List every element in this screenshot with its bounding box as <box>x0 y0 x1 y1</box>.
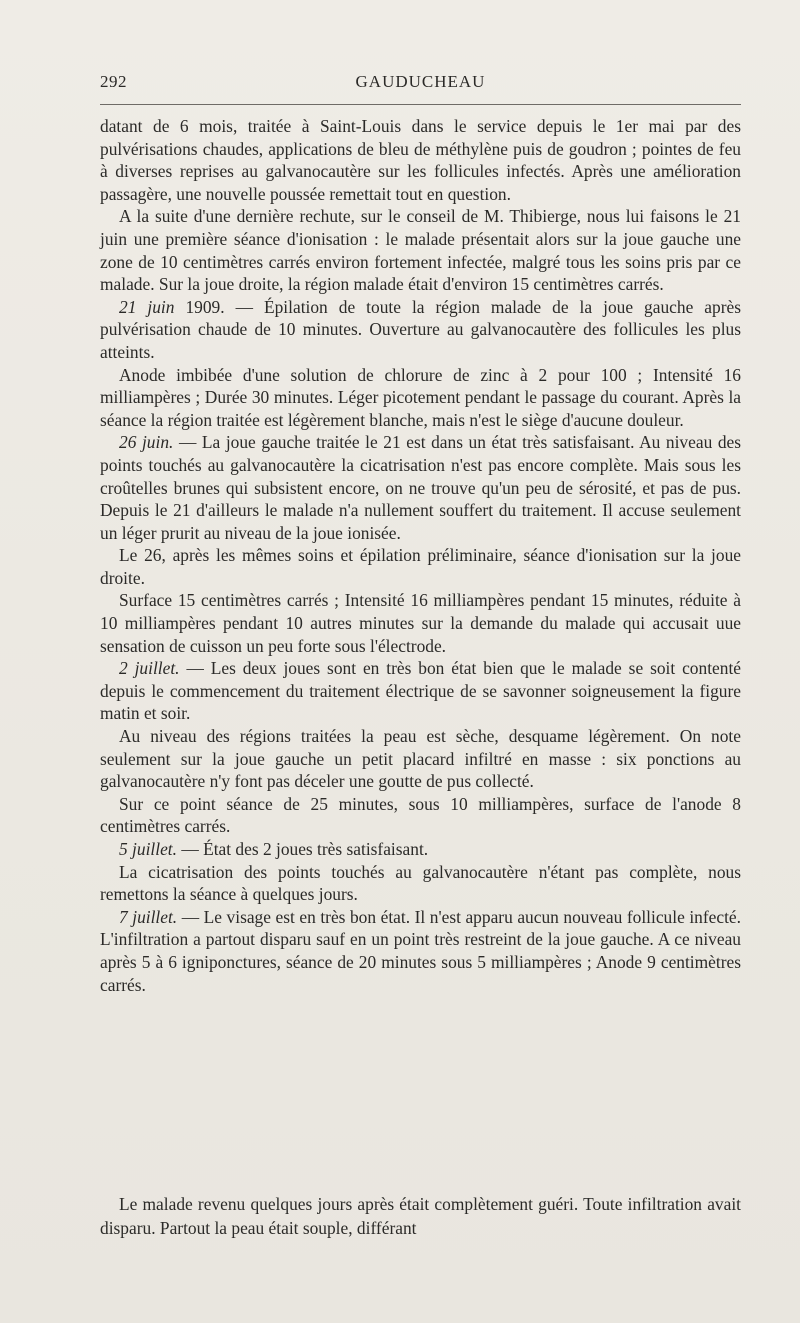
paragraph: Surface 15 centimètres carrés ; Intensité 16 milliampères pendant 15 minutes, réduite à 10 milliampères pendant 10 autres minutes sur la demande du malade qui accusait uue sensation de cuisson un peu forte sous l'électrode. <box>100 590 741 656</box>
page-header <box>100 72 741 96</box>
page-number: 292 <box>100 72 127 91</box>
entry-date: 21 juin <box>119 296 175 317</box>
dated-paragraph: 21 juin 1909. — Épilation de toute la région malade de la joue gauche après pulvérisation chaude de 10 minutes. Ouverture au galvanocautère des follicules les plus atteints. <box>100 296 741 362</box>
paragraph: A la suite d'une dernière rechute, sur le conseil de M. Thibierge, nous lui faisons le 21 juin une première séance d'ionisation : le malade présentait alors sur la joue gauche une zone de 10 centimètres carrés environ fortement infectée, malgré tous les soins pris par ce malade. Sur la joue droite, la région malade était d'environ 15 centimètres carrés. <box>100 206 741 295</box>
paragraph: datant de 6 mois, traitée à Saint-Louis dans le service depuis le 1er mai par des pulvérisations chaudes, applications de bleu de méthylène puis de goudron ; pointes de feu à diverses reprises au galvanocautère sur les follicules infectés. Après une amélioration passagère, une nouvelle poussée remettait tout en question. <box>100 116 741 204</box>
running-head: GAUDUCHEAU <box>355 72 486 91</box>
entry-date: 7 juillet. <box>119 906 178 927</box>
paragraph: Le malade revenu quelques jours après était complètement guéri. Toute infiltration avait disparu. Partout la peau était souple, différant <box>100 1194 741 1238</box>
header-rule <box>100 104 741 105</box>
entry-date: 26 juin. <box>119 432 174 453</box>
dated-paragraph: 7 juillet. — Le visage est en très bon état. Il n'est apparu aucun nouveau follicule infecté. L'infiltration a partout disparu sauf en un point très restreint de la joue gauche. A ce niveau après 5 à 6 igniponctures, séance de 20 minutes sous 5 milliampères ; Anode 9 centimètres carrés. <box>100 906 741 995</box>
paragraph: Au niveau des régions traitées la peau est sèche, desquame légèrement. On note seulement sur la joue gauche un petit placard infiltré en masse : six ponctions au galvanocautère n'y font pas déceler une goutte de pus collecté. <box>100 726 741 792</box>
body-text <box>100 115 741 996</box>
dated-paragraph: 2 juillet. — Les deux joues sont en très bon état bien que le malade se soit contenté depuis le commencement du traitement électrique de se savonner soigneusement la figure matin et soir. <box>100 658 741 724</box>
entry-date: 2 juillet. <box>119 658 180 679</box>
dated-paragraph: 26 juin. — La joue gauche traitée le 21 est dans un état très satisfaisant. Au niveau des points touchés au galvanocautère la cicatrisation n'est pas encore complète. Mais sous les croûtelles brunes qui subsistent encore, on ne trouve qu'un peu de sérosité, et pas de pus. Depuis le 21 d'ailleurs le malade n'a nullement souffert du traitement. Il accuse seulement un léger prurit au niveau de la joue ionisée. <box>100 432 742 543</box>
dated-paragraph: 5 juillet. — État des 2 joues très satisfaisant. <box>119 839 429 859</box>
paragraph: Anode imbibée d'une solution de chlorure de zinc à 2 pour 100 ; Intensité 16 milliampères ; Durée 30 minutes. Léger picotement pendant le passage du courant. Après la séance la région traitée est légèrement blanche, mais n'est le siège d'aucune douleur. <box>100 364 741 430</box>
paragraph: La cicatrisation des points touchés au galvanocautère n'étant pas complète, nous remettons la séance à quelques jours. <box>100 861 741 905</box>
entry-date: 5 juillet. <box>119 839 177 859</box>
closing-paragraph <box>100 1192 741 1240</box>
paragraph: Le 26, après les mêmes soins et épilation préliminaire, séance d'ionisation sur la joue droite. <box>100 545 741 588</box>
paragraph: Sur ce point séance de 25 minutes, sous 10 milliampères, surface de l'anode 8 centimètres carrés. <box>100 793 741 837</box>
